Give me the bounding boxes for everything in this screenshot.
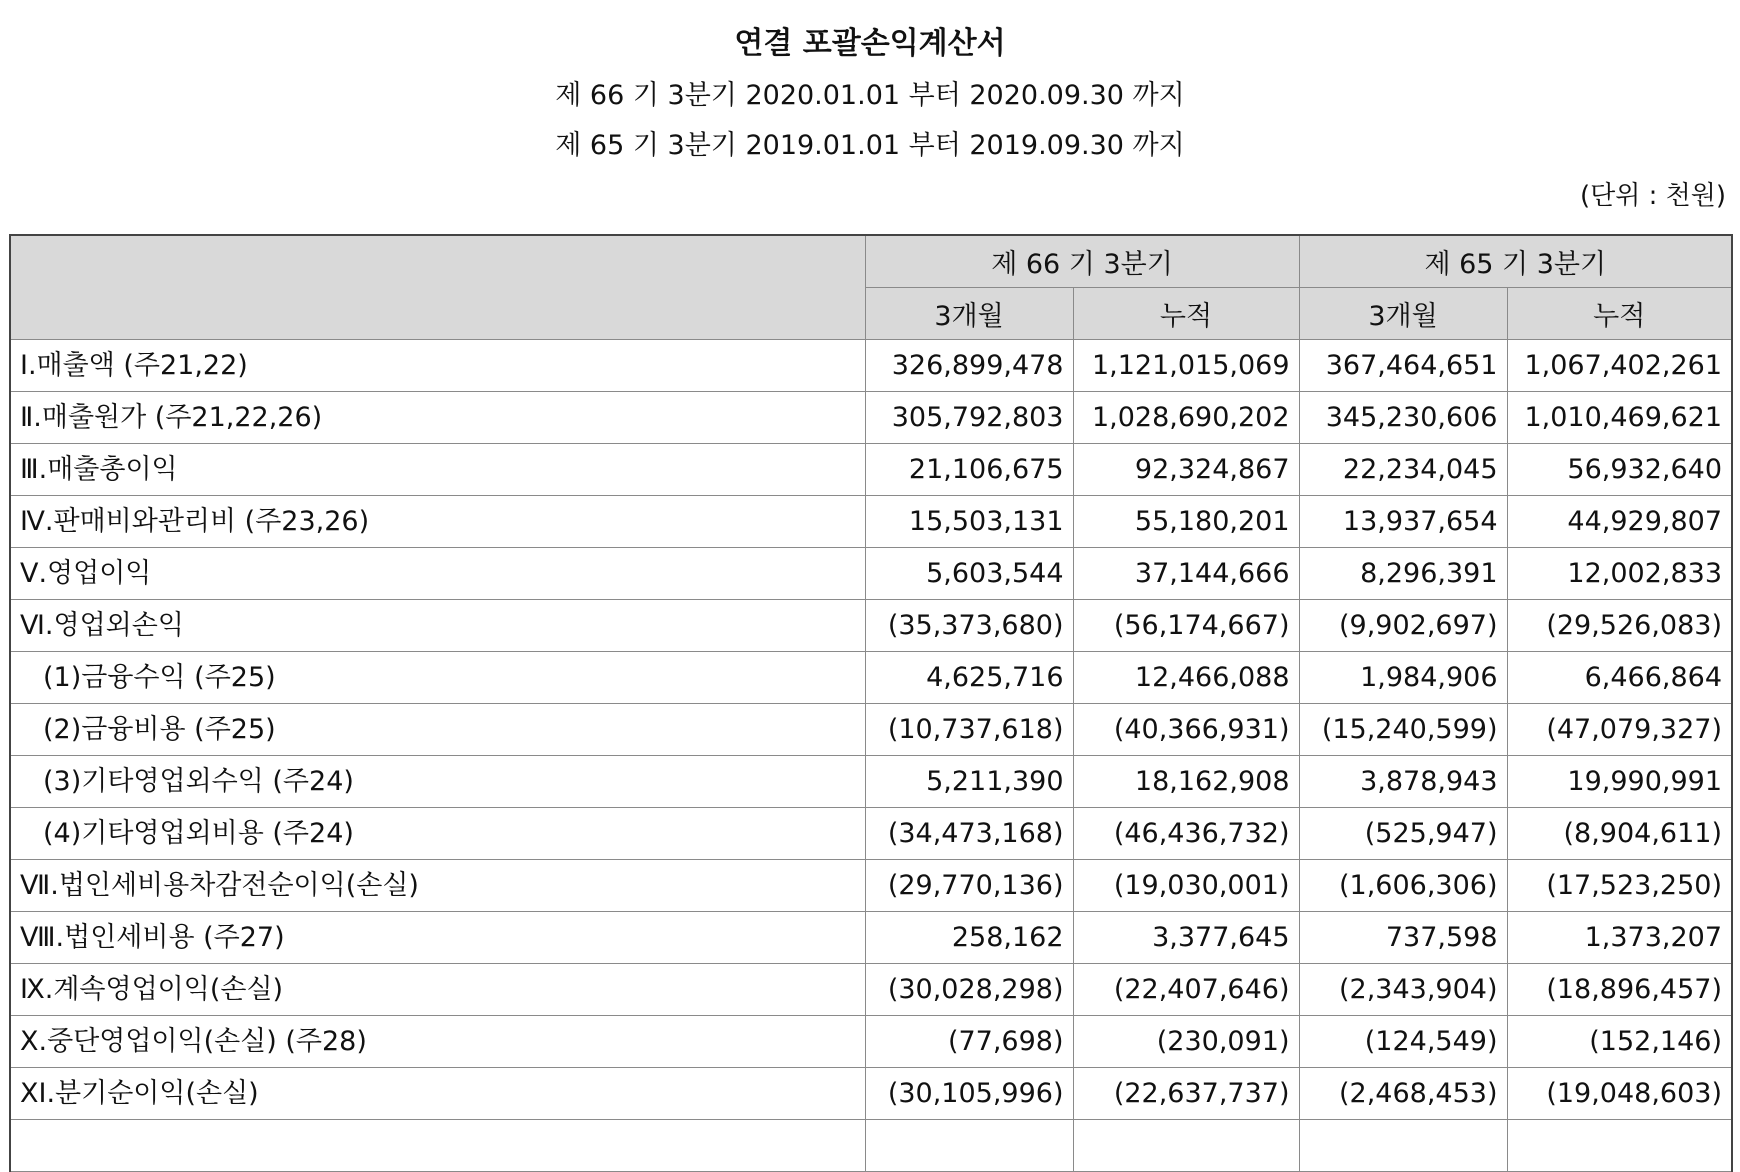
cell-current-cumulative: 37,144,666 [1073, 548, 1299, 600]
row-label: (1)금융수익 (주25) [10, 652, 865, 704]
statement-title: 연결 포괄손익계산서 [734, 26, 1006, 61]
cell-current-3m: 326,899,478 [865, 340, 1073, 392]
table-row [10, 704, 1732, 756]
cell-prior-cumulative: (18,896,457) [1507, 964, 1732, 1016]
cell-current-cumulative: 18,162,908 [1073, 756, 1299, 808]
cell-current-cumulative: (230,091) [1073, 1016, 1299, 1068]
table-row [10, 1068, 1732, 1120]
cell-prior-3m: 737,598 [1299, 912, 1507, 964]
row-label [10, 1120, 865, 1172]
cell-prior-cumulative: (17,523,250) [1507, 860, 1732, 912]
header-prior-3m: 3개월 [1299, 288, 1507, 340]
cell-prior-3m: (1,606,306) [1299, 860, 1507, 912]
cell-prior-cumulative: 19,990,991 [1507, 756, 1732, 808]
cell-prior-cumulative: (152,146) [1507, 1016, 1732, 1068]
table-body [10, 340, 1732, 1172]
cell-prior-3m: 1,984,906 [1299, 652, 1507, 704]
header-prior-cumulative: 누적 [1507, 288, 1732, 340]
header-row-groups [10, 235, 1732, 288]
cell-current-cumulative: 12,466,088 [1073, 652, 1299, 704]
cell-prior-cumulative: (29,526,083) [1507, 600, 1732, 652]
row-label: Ⅴ.영업이익 [10, 548, 865, 600]
header-current-cumulative: 누적 [1073, 288, 1299, 340]
header-account-cell [10, 235, 865, 340]
cell-prior-3m: (124,549) [1299, 1016, 1507, 1068]
cell-current-3m: (77,698) [865, 1016, 1073, 1068]
header-current-3m: 3개월 [865, 288, 1073, 340]
cell-current-cumulative: (56,174,667) [1073, 600, 1299, 652]
cell-prior-3m: (2,468,453) [1299, 1068, 1507, 1120]
table-row [10, 964, 1732, 1016]
cell-current-cumulative [1073, 1120, 1299, 1172]
cell-prior-3m: (9,902,697) [1299, 600, 1507, 652]
cell-prior-3m: 8,296,391 [1299, 548, 1507, 600]
row-label: Ⅶ.법인세비용차감전순이익(손실) [10, 860, 865, 912]
cell-prior-3m: 367,464,651 [1299, 340, 1507, 392]
cell-current-cumulative: 3,377,645 [1073, 912, 1299, 964]
cell-current-3m: 4,625,716 [865, 652, 1073, 704]
cell-prior-cumulative: 44,929,807 [1507, 496, 1732, 548]
income-statement-table [9, 234, 1733, 1172]
cell-prior-cumulative: 12,002,833 [1507, 548, 1732, 600]
table-row [10, 652, 1732, 704]
cell-current-cumulative: (40,366,931) [1073, 704, 1299, 756]
cell-current-3m: 21,106,675 [865, 444, 1073, 496]
cell-prior-cumulative: (47,079,327) [1507, 704, 1732, 756]
cell-prior-cumulative: (19,048,603) [1507, 1068, 1732, 1120]
row-label: Ⅰ.매출액 (주21,22) [10, 340, 865, 392]
cell-current-cumulative: (22,407,646) [1073, 964, 1299, 1016]
table-row [10, 496, 1732, 548]
row-label: Ⅵ.영업외손익 [10, 600, 865, 652]
table-row [10, 340, 1732, 392]
row-label: (2)금융비용 (주25) [10, 704, 865, 756]
cell-current-3m: (10,737,618) [865, 704, 1073, 756]
cell-prior-cumulative: 1,373,207 [1507, 912, 1732, 964]
cell-prior-3m: 345,230,606 [1299, 392, 1507, 444]
row-label: (4)기타영업외비용 (주24) [10, 808, 865, 860]
table-row [10, 912, 1732, 964]
cell-current-3m: (30,105,996) [865, 1068, 1073, 1120]
header-group-prior: 제 65 기 3분기 [1299, 235, 1732, 288]
table-row [10, 808, 1732, 860]
period-current: 제 66 기 3분기 2020.01.01 부터 2020.09.30 까지 [555, 80, 1185, 111]
cell-prior-3m: (15,240,599) [1299, 704, 1507, 756]
cell-current-3m: (29,770,136) [865, 860, 1073, 912]
unit-label: (단위 : 천원) [1579, 181, 1726, 211]
cell-prior-cumulative [1507, 1120, 1732, 1172]
cell-current-3m: 258,162 [865, 912, 1073, 964]
cell-current-cumulative: 1,028,690,202 [1073, 392, 1299, 444]
table-row [10, 600, 1732, 652]
cell-prior-3m: 13,937,654 [1299, 496, 1507, 548]
cell-current-cumulative: 1,121,015,069 [1073, 340, 1299, 392]
row-label: XI.분기순이익(손실) [10, 1068, 865, 1120]
cell-prior-cumulative: 6,466,864 [1507, 652, 1732, 704]
cell-prior-cumulative: (8,904,611) [1507, 808, 1732, 860]
cell-prior-3m: (525,947) [1299, 808, 1507, 860]
cell-prior-cumulative: 1,010,469,621 [1507, 392, 1732, 444]
table-row [10, 392, 1732, 444]
cell-current-cumulative: (19,030,001) [1073, 860, 1299, 912]
cell-prior-3m [1299, 1120, 1507, 1172]
row-label: Ⅸ.계속영업이익(손실) [10, 964, 865, 1016]
cell-current-cumulative: (46,436,732) [1073, 808, 1299, 860]
cell-prior-3m: 22,234,045 [1299, 444, 1507, 496]
cell-current-3m: (34,473,168) [865, 808, 1073, 860]
cell-current-3m: 5,211,390 [865, 756, 1073, 808]
period-prior: 제 65 기 3분기 2019.01.01 부터 2019.09.30 까지 [555, 130, 1185, 161]
row-label: Ⅲ.매출총이익 [10, 444, 865, 496]
table-row [10, 1120, 1732, 1172]
cell-current-3m: 305,792,803 [865, 392, 1073, 444]
row-label: Ⅷ.법인세비용 (주27) [10, 912, 865, 964]
cell-current-cumulative: (22,637,737) [1073, 1068, 1299, 1120]
cell-current-3m: 15,503,131 [865, 496, 1073, 548]
row-label: Ⅹ.중단영업이익(손실) (주28) [10, 1016, 865, 1068]
cell-prior-3m: 3,878,943 [1299, 756, 1507, 808]
table-row [10, 444, 1732, 496]
row-label: Ⅱ.매출원가 (주21,22,26) [10, 392, 865, 444]
cell-current-3m: (35,373,680) [865, 600, 1073, 652]
row-label: Ⅳ.판매비와관리비 (주23,26) [10, 496, 865, 548]
table-row [10, 548, 1732, 600]
cell-prior-cumulative: 1,067,402,261 [1507, 340, 1732, 392]
cell-current-3m: 5,603,544 [865, 548, 1073, 600]
table-header [10, 235, 1732, 340]
table-row [10, 756, 1732, 808]
cell-current-3m: (30,028,298) [865, 964, 1073, 1016]
table-row [10, 1016, 1732, 1068]
cell-prior-cumulative: 56,932,640 [1507, 444, 1732, 496]
table-row [10, 860, 1732, 912]
cell-prior-3m: (2,343,904) [1299, 964, 1507, 1016]
row-label: (3)기타영업외수익 (주24) [10, 756, 865, 808]
cell-current-cumulative: 92,324,867 [1073, 444, 1299, 496]
cell-current-cumulative: 55,180,201 [1073, 496, 1299, 548]
header-group-current: 제 66 기 3분기 [865, 235, 1299, 288]
cell-current-3m [865, 1120, 1073, 1172]
